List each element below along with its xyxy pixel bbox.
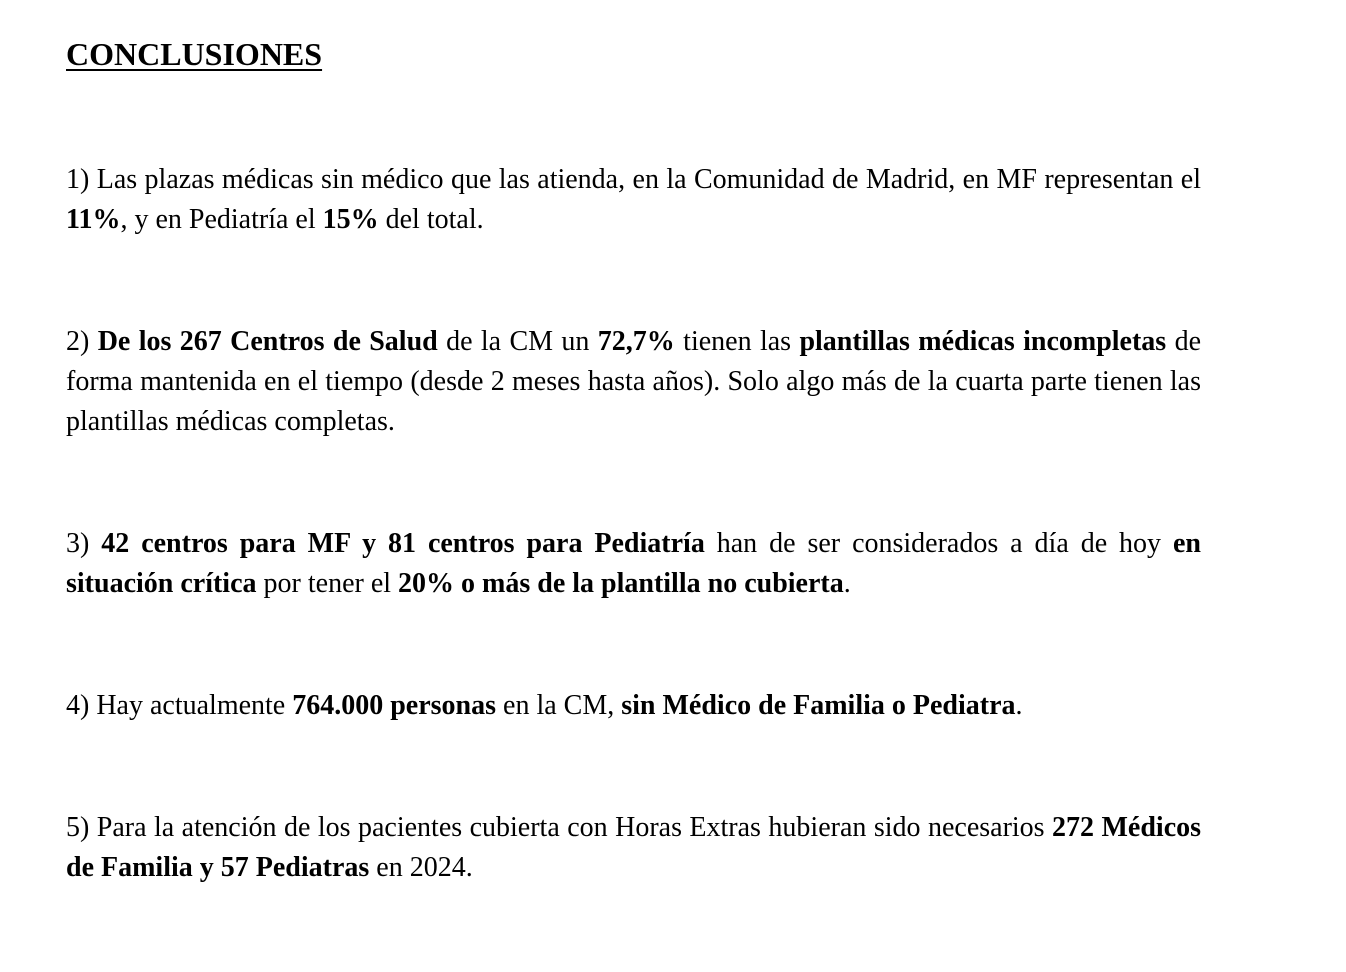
item-highlight: 272 Médicos de Familia y 57 Pediatras [66,812,1202,883]
item-text: tienen las [674,326,800,357]
item-highlight: 15% [322,204,379,235]
item-text: por tener el [256,568,399,599]
item-number: 5) [66,812,90,843]
item-number: 2) [66,326,90,357]
conclusion-2 [66,322,1201,442]
conclusion-4 [66,686,1201,726]
item-highlight: 764.000 personas [292,690,497,721]
item-highlight: De los 267 Centros de Salud [97,326,438,357]
item-highlight: 42 centros para MF y 81 centros para Pediatría [101,528,705,559]
item-text: de forma mantenida en el tiempo (desde 2 meses hasta años). Solo algo más de la cuarta parte tienen las plantillas médicas completas. [66,326,1202,437]
item-text: Hay actualmente [96,690,293,721]
item-number: 4) [66,690,90,721]
item-text: en 2024. [369,852,473,883]
item-highlight: 72,7% [597,326,675,357]
page-title: CONCLUSIONES [66,36,323,72]
item-highlight: en situación crítica [66,528,1201,599]
item-text: Las plazas médicas sin médico que las atienda, en la Comunidad de Madrid, en MF representan el [96,164,1201,195]
conclusion-5 [66,808,1201,888]
conclusion-3 [66,524,1201,604]
item-number: 1) [66,164,90,195]
item-highlight: plantillas médicas incompletas [799,326,1167,357]
item-text: del total. [378,204,484,235]
conclusion-1 [66,160,1201,240]
item-text: en la CM, [496,690,622,721]
item-text: han de ser considerados a día de hoy [704,528,1173,559]
item-text: , y en Pediatría el [120,204,323,235]
item-text: . [1015,690,1023,721]
item-highlight: sin Médico de Familia o Pediatra [621,690,1016,721]
item-text: de la CM un [437,326,598,357]
item-number: 3) [66,528,90,559]
item-text: Para la atención de los pacientes cubierta con Horas Extras hubieran sido necesarios [96,812,1053,843]
item-highlight: 11% [66,204,121,235]
item-highlight: 20% o más de la plantilla no cubierta [398,568,844,599]
item-text: . [843,568,851,599]
